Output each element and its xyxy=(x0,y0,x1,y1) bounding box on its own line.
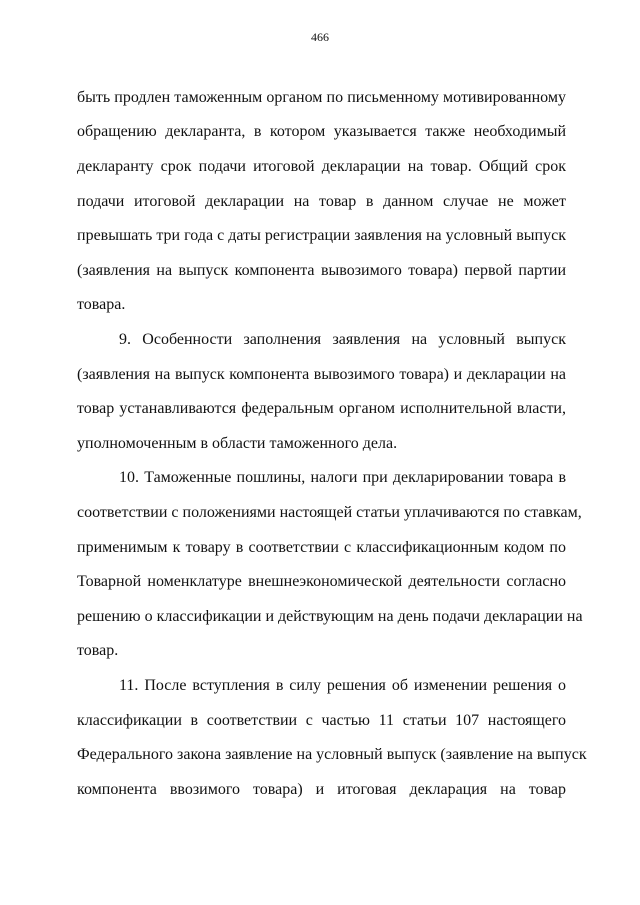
text-line: товара. xyxy=(77,296,126,313)
text-line: уполномоченным в области таможенного дела. xyxy=(77,435,398,452)
text-line: Федерального закона заявление на условный выпуск (заявление на выпуск xyxy=(77,746,587,763)
text-line: быть продлен таможенным органом по письменному мотивированному xyxy=(77,89,566,106)
text-line: решению о классификации и действующим на день подачи декларации на xyxy=(77,608,583,625)
text-line: классификации в соответствии с частью 11 статьи 107 настоящего xyxy=(77,712,566,729)
text-line: (заявления на выпуск компонента вывозимого товара) первой партии xyxy=(77,262,566,279)
text-line: 9. Особенности заполнения заявления на условный выпуск xyxy=(119,331,566,348)
text-line: обращению декларанта, в котором указывается также необходимый xyxy=(77,123,566,140)
text-line: декларанту срок подачи итоговой декларации на товар. Общий срок xyxy=(77,158,566,175)
text-line: подачи итоговой декларации на товар в данном случае не может xyxy=(77,193,566,210)
text-line: товар. xyxy=(77,642,119,659)
text-line: (заявления на выпуск компонента вывозимого товара) и декларации на xyxy=(77,366,566,383)
text-line: товар устанавливаются федеральным органом исполнительной власти, xyxy=(77,400,566,417)
text-line: Товарной номенклатуре внешнеэкономической деятельности согласно xyxy=(77,573,566,590)
text-line: 11. После вступления в силу решения об изменении решения о xyxy=(119,677,566,694)
text-line: соответствии с положениями настоящей статьи уплачиваются по ставкам, xyxy=(77,504,582,521)
page-number: 466 xyxy=(311,30,329,44)
text-line: применимым к товару в соответствии с классификационным кодом по xyxy=(77,539,566,556)
text-line: превышать три года с даты регистрации заявления на условный выпуск xyxy=(77,227,566,244)
text-line: компонента ввозимого товара) и итоговая декларация на товар xyxy=(77,781,566,798)
text-line: 10. Таможенные пошлины, налоги при декларировании товара в xyxy=(119,469,566,486)
